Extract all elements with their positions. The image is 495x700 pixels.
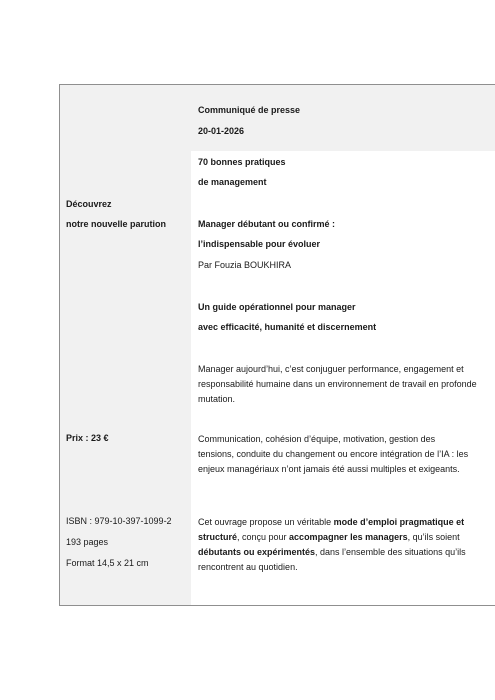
sidebar-intro-line1: Découvrez <box>66 199 112 209</box>
book-tagline-line2: avec efficacité, humanité et discernement <box>198 322 377 332</box>
price: Prix : 23 € <box>66 433 109 443</box>
sidebar-column <box>60 85 191 605</box>
book-subtitle-line1: Manager débutant ou confirmé : <box>198 219 336 229</box>
emphasis-mode-emploi: mode d’emploi pragmatique et structuré <box>198 517 465 542</box>
book-subtitle-line2: l’indispensable pour évoluer <box>198 239 321 249</box>
header-band <box>191 85 495 151</box>
book-title-line2: de management <box>198 177 267 187</box>
book-title-line1: 70 bonnes pratiques <box>198 157 286 167</box>
press-release-label: Communiqué de presse <box>198 105 301 115</box>
body-paragraph-1: Manager aujourd’hui, c’est conjuguer performance, engagement et responsabilité humaine dans un environnement de travail en profonde mutation. <box>198 364 477 404</box>
body-paragraph-2: Communication, cohésion d’équipe, motivation, gestion des tensions, conduite du changement ou encore intégration de l’IA : les enjeux managériaux n’ont jamais été aussi multiples et exigeants. <box>198 434 469 474</box>
emphasis-debutants: débutants ou expérimentés <box>198 547 316 557</box>
book-format: Format 14,5 x 21 cm <box>66 558 149 568</box>
book-author: Par Fouzia BOUKHIRA <box>198 260 292 270</box>
press-release-date: 20-01-2026 <box>198 126 245 136</box>
emphasis-accompagner: accompagner les managers <box>289 532 408 542</box>
page-count: 193 pages <box>66 537 109 547</box>
book-tagline-line1: Un guide opérationnel pour manager <box>198 302 356 312</box>
sidebar-intro-line2: notre nouvelle parution <box>66 219 167 229</box>
body-paragraph-3: Cet ouvrage propose un véritable mode d’emploi pragmatique et structuré, conçu pour accompagner les managers, qu’ils soient débutants ou expérimentés, dans l’ensemble des situations qu’ils rencontrent au quotidien. <box>198 517 466 572</box>
isbn: ISBN : 979-10-397-1099-2 <box>66 516 172 526</box>
